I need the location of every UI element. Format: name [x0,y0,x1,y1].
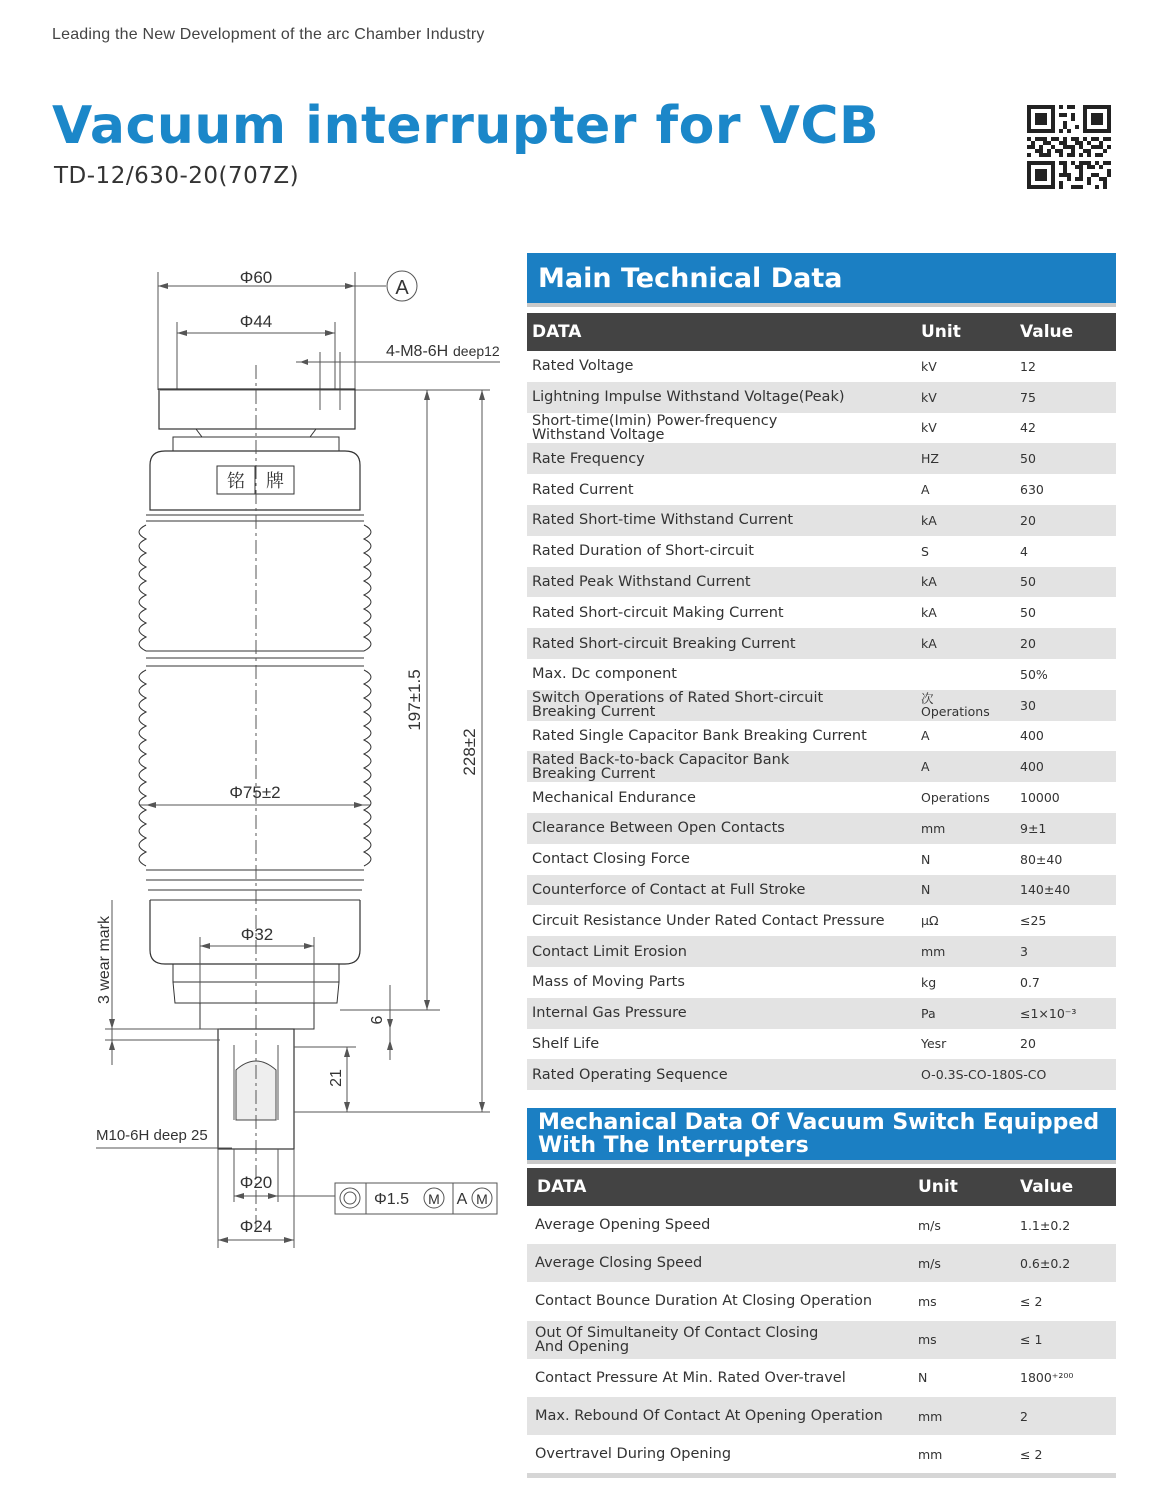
dim-197: 197±1.5 [405,669,424,731]
table-row [527,1206,1116,1244]
row-value: 400 [1020,728,1044,744]
dim-phi32: Φ32 [240,925,274,944]
row-name: Rated Short-circuit Making Current [532,604,784,621]
table-row [527,844,1116,875]
row-name: Out Of Simultaneity Of Contact Closing And Opening [535,1324,819,1355]
row-value: 80±40 [1020,851,1063,867]
row-unit: HZ [921,451,939,467]
nameplate-char-2: 牌 [266,471,284,491]
table-row [527,597,1116,628]
row-unit: ms [918,1332,937,1348]
row-value: ≤ 2 [1020,1446,1043,1462]
table-row [527,875,1116,906]
row-name: Mechanical Endurance [532,789,696,806]
header-unit: Unit [918,1176,958,1197]
table-row [527,721,1116,752]
row-unit: kA [921,605,937,621]
row-unit: A [921,728,930,744]
row-name: Overtravel During Opening [535,1446,732,1463]
row-unit: Yesr [921,1036,947,1052]
row-unit: A [921,759,930,775]
mechanical-data-table [527,1168,1116,1473]
row-value: 140±40 [1020,882,1071,898]
header-data: DATA [532,322,582,342]
table-row [527,813,1116,844]
row-unit: kV [921,389,937,405]
table-row [527,443,1116,474]
wear-mark-label: 3 wear mark [96,915,113,1005]
datum-a-label: A [395,277,409,299]
row-value: 42 [1020,420,1036,436]
row-unit: O-0.3S-CO-180S-CO [921,1067,1047,1083]
row-value: 50% [1020,666,1048,682]
row-name: Rated Single Capacitor Bank Breaking Current [532,727,867,744]
dim-phi75: Φ75±2 [229,783,281,802]
table-row [527,1321,1116,1359]
row-value: 400 [1020,759,1044,775]
dim-228: 228±2 [460,728,479,776]
row-value: 1.1±0.2 [1020,1217,1071,1233]
thread-top-label: 4-M8-6H [386,343,449,360]
table-row [527,659,1116,690]
table-row [527,1029,1116,1060]
dim-phi44: Φ44 [239,312,273,331]
dim-6: 6 [369,1015,386,1025]
table-row [527,536,1116,567]
row-name: Rated Peak Withstand Current [532,573,751,590]
header-value: Value [1020,1177,1074,1197]
row-value: 30 [1020,697,1036,713]
row-value: 0.6±0.2 [1020,1255,1071,1271]
row-unit: kA [921,574,937,590]
thread-top-deep: deep12 [453,343,500,359]
table-row [527,351,1116,382]
row-value: 75 [1020,389,1036,405]
row-value: 630 [1020,482,1044,498]
header-unit: Unit [921,321,961,342]
row-value: 20 [1020,1036,1036,1052]
row-name: Rated Duration of Short-circuit [532,543,754,560]
bottom-divider [527,1473,1116,1478]
tolerance-m1: M [428,1191,440,1207]
header-value: Value [1020,322,1074,342]
table-row [527,382,1116,413]
row-name: Rated Voltage [532,358,634,375]
page-title: Vacuum interrupter for VCB [52,96,880,156]
row-unit: mm [918,1446,943,1462]
row-name: Circuit Resistance Under Rated Contact Pressure [532,912,885,929]
row-name: Switch Operations of Rated Short-circuit Breaking Current [532,690,824,721]
row-name: Lightning Impulse Withstand Voltage(Peak) [532,389,845,406]
table-row [527,1435,1116,1473]
row-value: 1800⁺²⁰⁰ [1020,1370,1074,1386]
table-row [527,936,1116,967]
row-unit: mm [921,944,946,960]
row-unit: μΩ [921,913,939,929]
row-unit: kA [921,636,937,652]
row-value: 20 [1020,512,1036,528]
row-name: Rated Short-time Withstand Current [532,512,794,529]
tolerance-frame [335,1183,497,1214]
row-unit: 次 Operations [921,691,990,720]
table-header [527,1168,1116,1206]
interrupter-drawing [85,255,515,1255]
thread-bottom-label: M10-6H deep 25 [96,1127,208,1144]
row-value: 3 [1020,944,1028,960]
main-section-title: Main Technical Data [527,253,1116,307]
table-header [527,313,1116,351]
model-number: TD-12/630-20(707Z) [54,163,300,189]
row-value: 9±1 [1020,820,1047,836]
table-row [527,751,1116,782]
row-name: Contact Limit Erosion [532,943,687,960]
table-row [527,628,1116,659]
row-name: Rated Back-to-back Capacitor Bank Breaking Current [532,751,790,782]
row-unit: ms [918,1293,937,1309]
row-unit: kg [921,974,937,990]
table-row [527,505,1116,536]
tolerance-value: Φ1.5 [374,1191,410,1208]
dim-21: 21 [328,1069,345,1087]
tolerance-datum: A [456,1191,468,1208]
row-name: Max. Rebound Of Contact At Opening Operation [535,1408,883,1425]
row-value: 10000 [1020,790,1060,806]
row-unit: kV [921,420,937,436]
row-unit: Operations [921,790,990,806]
tolerance-m2: M [476,1191,488,1207]
row-name: Rated Short-circuit Breaking Current [532,635,796,652]
row-name: Average Opening Speed [535,1217,711,1234]
table-row [527,782,1116,813]
row-unit: kA [921,512,937,528]
row-unit: N [921,851,931,867]
row-name: Clearance Between Open Contacts [532,820,785,837]
dim-phi20: Φ20 [239,1173,273,1192]
row-value: ≤ 2 [1020,1293,1043,1309]
row-unit: A [921,482,930,498]
table-row [527,905,1116,936]
table-row [527,1282,1116,1320]
nameplate-char-1: 铭 [227,471,245,491]
table-row [527,567,1116,598]
row-unit: S [921,543,929,559]
row-value: ≤25 [1020,913,1047,929]
row-unit: N [921,882,931,898]
row-value: 20 [1020,636,1036,652]
row-name: Shelf Life [532,1035,600,1052]
table-row [527,1059,1116,1090]
row-value: 4 [1020,543,1028,559]
table-row [527,474,1116,505]
row-name: Contact Bounce Duration At Closing Operation [535,1293,873,1310]
row-value: 50 [1020,574,1036,590]
row-unit: m/s [918,1255,941,1271]
tagline: Leading the New Development of the arc Chamber Industry [52,26,485,43]
table-row [527,690,1116,721]
table-row [527,998,1116,1029]
table-row [527,967,1116,998]
row-value: 50 [1020,451,1036,467]
table-row [527,413,1116,444]
row-unit: kV [921,358,937,374]
row-value: ≤1×10⁻³ [1020,1005,1077,1021]
row-value: 50 [1020,605,1036,621]
row-name: Rated Current [532,481,634,498]
row-unit: m/s [918,1217,941,1233]
row-name: Short-time(Imin) Power-frequency Withstand Voltage [532,412,778,443]
row-name: Mass of Moving Parts [532,974,685,991]
row-value: 0.7 [1020,974,1040,990]
row-name: Average Closing Speed [535,1255,703,1272]
row-unit: N [918,1370,928,1386]
row-name: Internal Gas Pressure [532,1005,687,1022]
row-name: Contact Pressure At Min. Rated Over-travel [535,1369,846,1386]
table-row [527,1359,1116,1397]
row-unit: mm [921,820,946,836]
row-name: Rate Frequency [532,450,645,467]
row-name: Max. Dc component [532,666,677,683]
row-unit: mm [918,1408,943,1424]
main-technical-table [527,313,1116,1090]
mech-section-title: Mechanical Data Of Vacuum Switch Equipped With The Interrupters [527,1108,1116,1164]
row-value: 12 [1020,358,1036,374]
dim-phi24: Φ24 [239,1217,273,1236]
table-row [527,1244,1116,1282]
qr-code-icon [1027,105,1111,189]
row-name: Contact Closing Force [532,851,690,868]
row-value: 2 [1020,1408,1028,1424]
table-row [527,1397,1116,1435]
row-unit: Pa [921,1005,936,1021]
header-data: DATA [537,1177,587,1197]
row-value: ≤ 1 [1020,1332,1043,1348]
dim-phi60: Φ60 [239,268,273,287]
row-name: Counterforce of Contact at Full Stroke [532,881,806,898]
row-name: Rated Operating Sequence [532,1066,728,1083]
